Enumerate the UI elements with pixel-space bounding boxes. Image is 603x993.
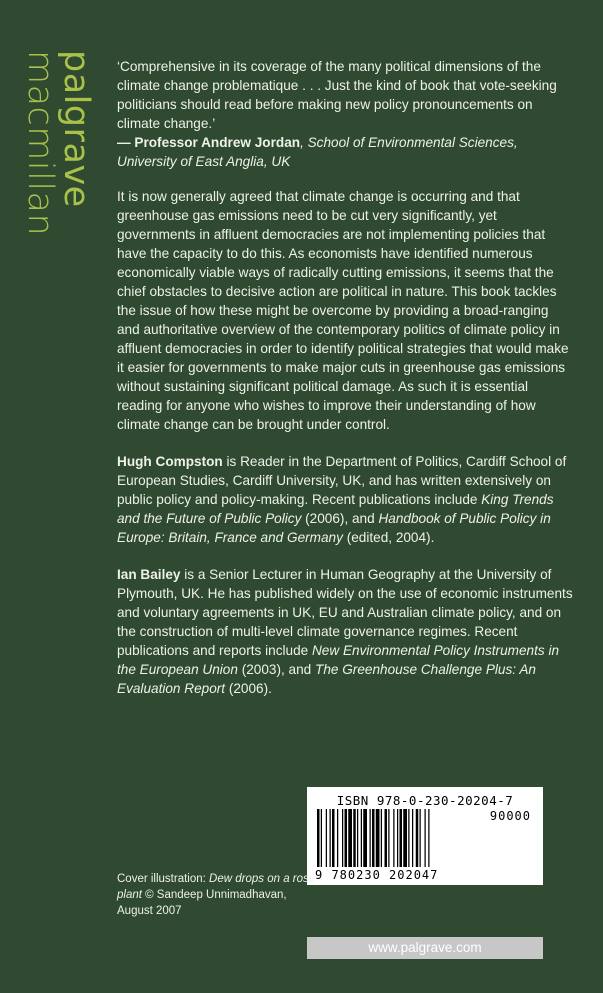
publisher-logo bbox=[22, 50, 94, 236]
logo-line-macmillan: macmillan bbox=[20, 50, 60, 237]
bio-text: (2003), and bbox=[237, 662, 316, 677]
barcode-bars bbox=[317, 809, 467, 867]
bio-text: (2006), and bbox=[301, 511, 379, 526]
isbn-text: ISBN 978-0-230-20204-7 bbox=[336, 793, 514, 808]
isbn-barcode bbox=[307, 787, 543, 885]
website-link[interactable]: www.palgrave.com bbox=[307, 937, 543, 959]
endorsement-quote bbox=[117, 57, 573, 171]
quote-dash: — bbox=[117, 135, 135, 150]
book-title: The Greenhouse Challenge Plus: An Evaluation Report bbox=[117, 662, 536, 696]
author-name: Ian Bailey bbox=[117, 567, 181, 582]
quote-affiliation: , School of Environmental Sciences, University of East Anglia, UK bbox=[117, 135, 518, 169]
credit-title: Dew drops on a rose plant bbox=[117, 873, 316, 901]
book-description: It is now generally agreed that climate change is occurring and that greenhouse gas emissions need to be cut very significantly, yet governments in affluent democracies are not implementing policies that have the capacity to do this. As economists have identified numerous economically viable ways of radically cutting emissions, it seems that the chief obstacles to decisive action are political in nature. This book tackles the issue of how these might be overcome by providing a broad-ranging and authoritative overview of the contemporary politics of climate policy in affluent democracies in order to identify political strategies that would make it easier for governments to make major cuts in greenhouse gas emissions without sustaining significant political damage. As such it is essential reading for anyone who wishes to improve their understanding of how climate change can be brought under control. bbox=[117, 189, 569, 432]
bio-text: is a Senior Lecturer in Human Geography at the University of Plymouth, UK. He has published widely on the use of economic instruments and voluntary agreements in UK, EU and Australian climate policy, and on the construction of multi-level climate governance regimes. Recent publications and reports include bbox=[117, 567, 573, 658]
bio-text: is Reader in the Department of Politics, Cardiff School of European Studies, Cardiff University, UK, and has written extensively on public policy and policy-making. Recent publications include bbox=[117, 454, 567, 507]
quote-author: Professor Andrew Jordan bbox=[134, 135, 301, 150]
price-code: 90000 bbox=[489, 809, 531, 823]
bio-text: (2006). bbox=[225, 681, 272, 696]
bio-text: (edited, 2004). bbox=[342, 530, 435, 545]
logo-line-palgrave: palgrave bbox=[56, 50, 96, 208]
barcode-digits: 9 780230 202047 bbox=[315, 868, 439, 882]
author-bio-compston bbox=[117, 452, 573, 547]
author-name: Hugh Compston bbox=[117, 454, 223, 469]
credit-rest: © Sandeep Unnimadhavan, August 2007 bbox=[117, 889, 287, 917]
cover-text bbox=[117, 57, 573, 716]
book-title: New Environmental Policy Instruments in the European Union bbox=[117, 643, 560, 677]
author-bio-bailey bbox=[117, 565, 573, 698]
cover-illustration-credit bbox=[117, 871, 317, 919]
book-title: King Trends and the Future of Public Policy bbox=[117, 492, 554, 526]
credit-label: Cover illustration: bbox=[117, 873, 210, 885]
quote-text: ‘Comprehensive in its coverage of the many political dimensions of the climate change problematique . . . Just the kind of book that vote-seeking politicians should read before making new policy pronouncements on climate change.’ bbox=[117, 59, 557, 131]
book-title: Handbook of Public Policy in Europe: Britain, France and Germany bbox=[117, 511, 551, 545]
